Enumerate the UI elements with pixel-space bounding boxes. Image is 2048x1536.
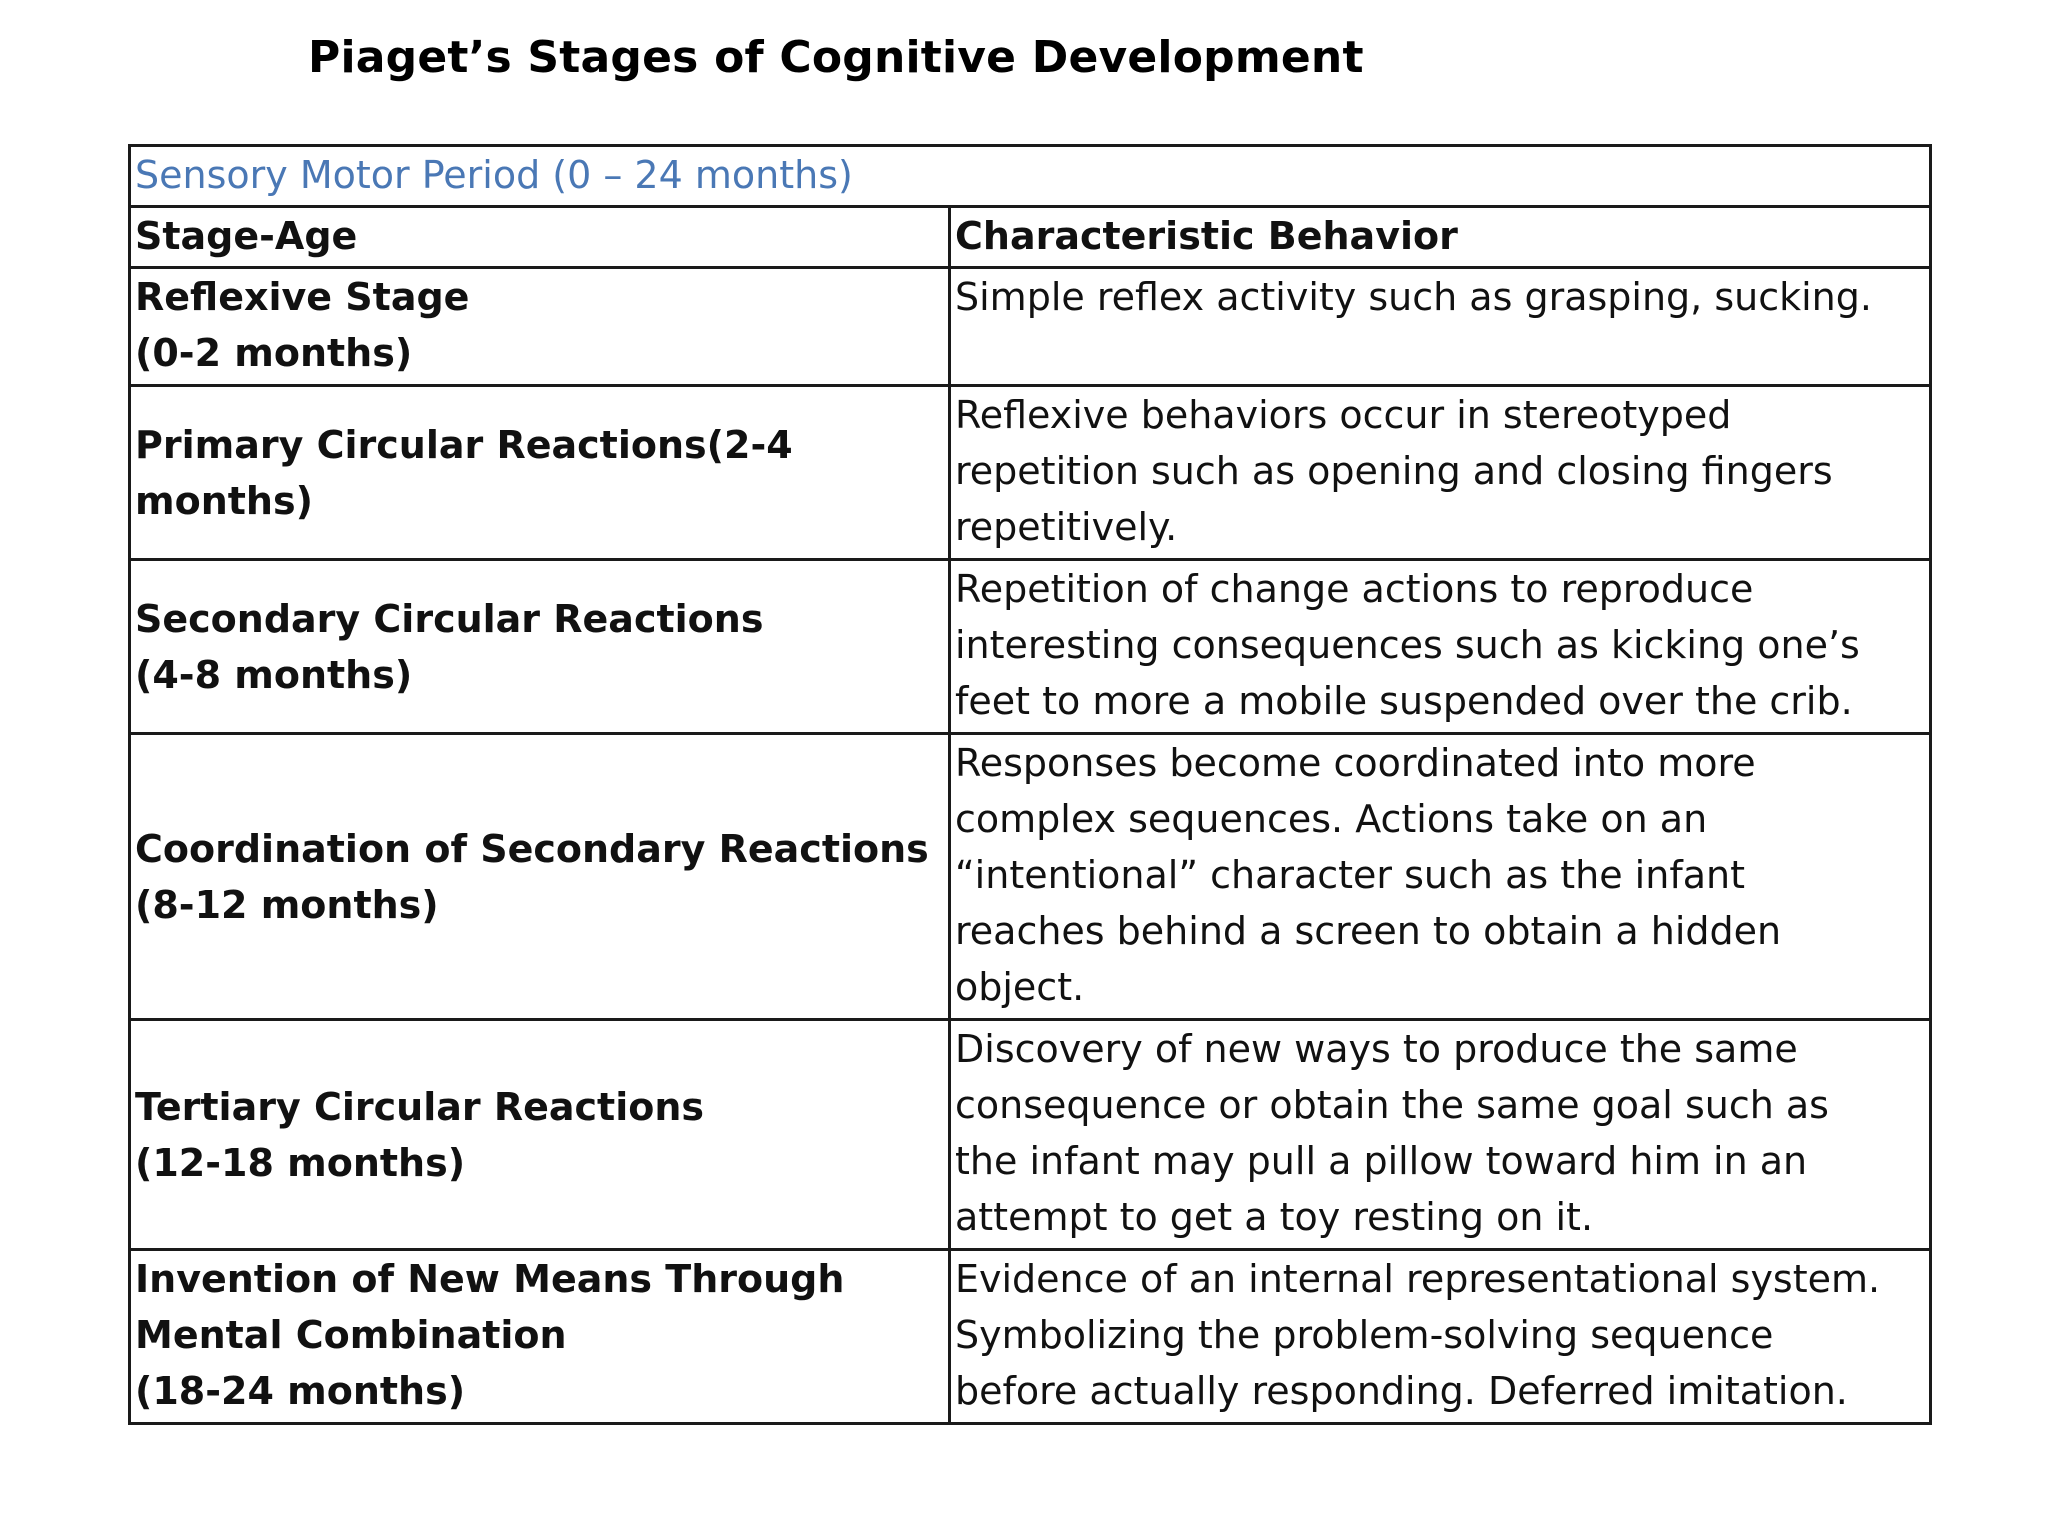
behavior-line: Repetition of change actions to reproduce <box>955 567 1754 611</box>
stage-cell <box>130 268 950 386</box>
table-row <box>130 1250 1931 1424</box>
stage-age: (8-12 months) <box>135 882 439 927</box>
stage-cell <box>130 1250 950 1424</box>
stage-name: Secondary Circular Reactions <box>135 596 764 641</box>
stage-name: Coordination of Secondary Reactions <box>135 826 929 871</box>
behavior-line: Discovery of new ways to produce the same <box>955 1027 1798 1071</box>
behavior-cell <box>950 734 1931 1020</box>
page-title: Piaget’s Stages of Cognitive Development <box>308 32 1364 83</box>
behavior-line: Evidence of an internal representational system. <box>955 1257 1881 1301</box>
behavior-line: before actually responding. Deferred imitation. <box>955 1369 1848 1413</box>
behavior-cell <box>950 268 1931 386</box>
stage-cell <box>130 734 950 1020</box>
behavior-cell <box>950 386 1931 560</box>
period-row <box>130 146 1931 207</box>
behavior-line: feet to more a mobile suspended over the crib. <box>955 679 1853 723</box>
stages-table <box>128 144 1932 1425</box>
behavior-line: the infant may pull a pillow toward him in an <box>955 1139 1808 1183</box>
table-row <box>130 386 1931 560</box>
behavior-line: repetitively. <box>955 505 1178 549</box>
behavior-line: “intentional” character such as the infant <box>955 853 1745 897</box>
column-header-stage-age: Stage-Age <box>130 207 950 268</box>
stage-name: Invention of New Means Through Mental Combination <box>135 1257 845 1357</box>
behavior-line: attempt to get a toy resting on it. <box>955 1195 1594 1239</box>
behavior-cell <box>950 1020 1931 1250</box>
table-row <box>130 268 1931 386</box>
stage-age: (4-8 months) <box>135 652 413 697</box>
behavior-line: reaches behind a screen to obtain a hidden <box>955 909 1782 953</box>
behavior-line: object. <box>955 965 1085 1009</box>
behavior-line: complex sequences. Actions take on an <box>955 797 1708 841</box>
behavior-line: repetition such as opening and closing fingers <box>955 449 1833 493</box>
header-row <box>130 207 1931 268</box>
stage-cell <box>130 1020 950 1250</box>
stage-age: (18-24 months) <box>135 1369 466 1413</box>
behavior-line: Symbolizing the problem-solving sequence <box>955 1313 1774 1357</box>
behavior-line: consequence or obtain the same goal such as <box>955 1083 1829 1127</box>
table-row <box>130 1020 1931 1250</box>
table-row <box>130 560 1931 734</box>
behavior-line: interesting consequences such as kicking one’s <box>955 623 1860 667</box>
stage-cell <box>130 386 950 560</box>
behavior-line: Simple reflex activity such as grasping, sucking. <box>955 275 1872 319</box>
behavior-cell <box>950 1250 1931 1424</box>
behavior-cell <box>950 560 1931 734</box>
stage-name: Tertiary Circular Reactions <box>135 1084 704 1129</box>
table-row <box>130 734 1931 1020</box>
stage-age: (12-18 months) <box>135 1140 466 1185</box>
column-header-characteristic-behavior: Characteristic Behavior <box>950 207 1931 268</box>
stage-name: Primary Circular Reactions(2-4 months) <box>135 422 793 523</box>
stage-name: Reflexive Stage <box>135 275 470 319</box>
period-heading: Sensory Motor Period (0 – 24 months) <box>130 146 1931 207</box>
stage-age: (0-2 months) <box>135 331 413 375</box>
behavior-line: Responses become coordinated into more <box>955 741 1756 785</box>
behavior-line: Reflexive behaviors occur in stereotyped <box>955 393 1732 437</box>
stage-cell <box>130 560 950 734</box>
